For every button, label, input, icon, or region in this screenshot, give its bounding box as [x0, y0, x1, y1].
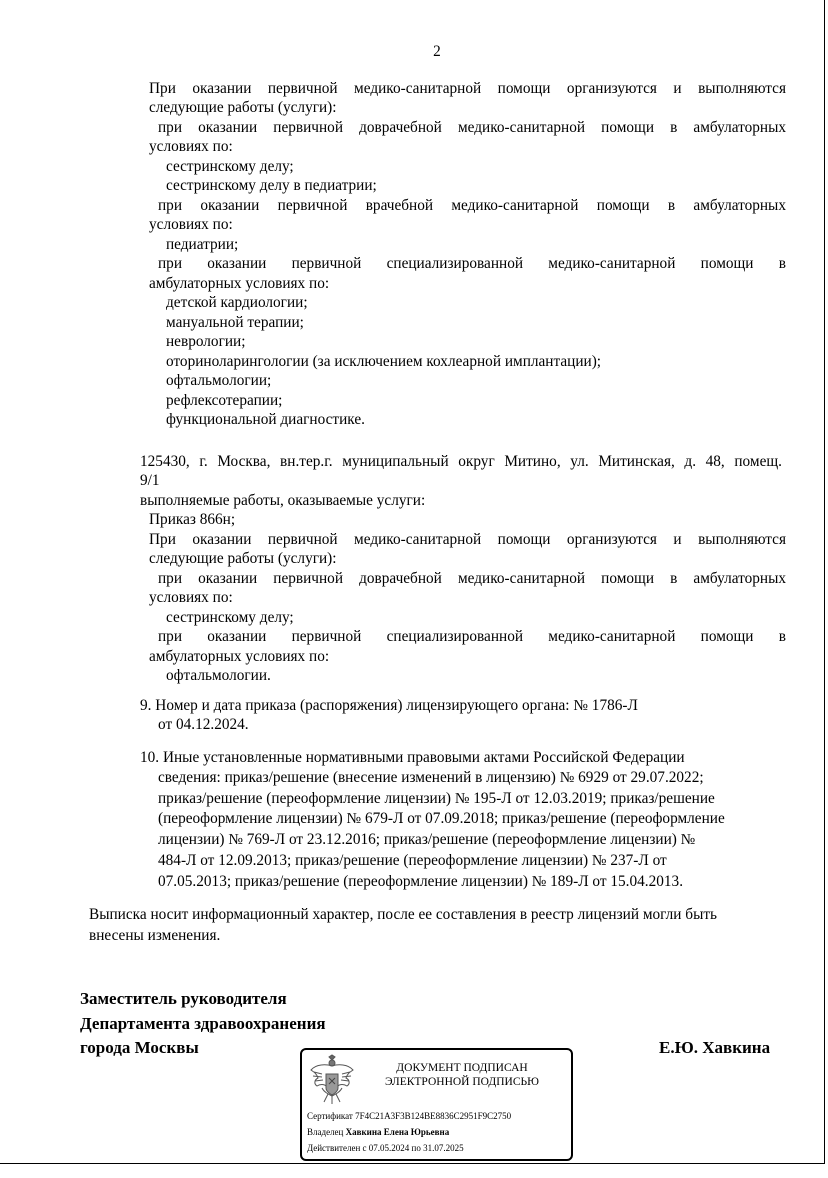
item-10: 07.05.2013; приказ/решение (переоформление лицензии) № 189-Л от 15.04.2013. — [158, 873, 684, 890]
list-item: рефлексотерапии; — [166, 392, 283, 409]
stamp-owner: Владелец Хавкина Елена Юрьевна — [307, 1127, 450, 1137]
list-item: функциональной диагностике. — [166, 411, 365, 428]
list-item: офтальмологии. — [166, 667, 271, 684]
text-line: следующие работы (услуги): — [149, 550, 337, 567]
text-line: при оказании первичной доврачебной медико-санитарной помощи в амбулаторных — [158, 570, 786, 587]
signatory-title: города Москвы — [80, 1038, 199, 1057]
e-signature-stamp — [300, 1048, 573, 1161]
list-item: неврологии; — [166, 333, 246, 350]
address-line: 125430, г. Москва, вн.тер.г. муниципальный округ Митино, ул. Митинская, д. 48, помещ. — [140, 453, 782, 470]
stamp-validity: Действителен с 07.05.2024 по 31.07.2025 — [307, 1143, 464, 1153]
item-9: 9. Номер и дата приказа (распоряжения) лицензирующего органа: № 1786-Л — [140, 697, 638, 714]
text-line: выполняемые работы, оказываемые услуги: — [140, 492, 426, 509]
text-line: при оказании первичной специализированной медико-санитарной помощи в — [158, 628, 786, 645]
page-border — [824, 0, 825, 1164]
item-9: от 04.12.2024. — [158, 716, 249, 733]
stamp-title: ДОКУМЕНТ ПОДПИСАН ЭЛЕКТРОННОЙ ПОДПИСЬЮ — [385, 1062, 539, 1088]
list-item: сестринскому делу; — [166, 609, 294, 626]
list-item: офтальмологии; — [166, 372, 272, 389]
text-line: условиях по: — [149, 589, 233, 606]
page-number: 2 — [433, 43, 441, 60]
signatory-title: Департамента здравоохранения — [80, 1014, 326, 1033]
list-item: педиатрии; — [166, 236, 239, 253]
text-line: амбулаторных условиях по: — [149, 275, 330, 292]
note-text: внесены изменения. — [89, 927, 221, 944]
note-text: Выписка носит информационный характер, после ее составления в реестр лицензий могли быть — [89, 906, 718, 923]
text-line: следующие работы (услуги): — [149, 99, 337, 116]
list-item: оториноларингологии (за исключением кохлеарной имплантации); — [166, 353, 602, 370]
list-item: мануальной терапии; — [166, 314, 304, 331]
item-10: сведения: приказ/решение (внесение изменений в лицензию) № 6929 от 29.07.2022; — [158, 769, 704, 786]
signatory-name: Е.Ю. Хавкина — [659, 1038, 771, 1057]
item-10: приказ/решение (переоформление лицензии) № 195-Л от 12.03.2019; приказ/решение — [158, 790, 715, 807]
list-item: сестринскому делу; — [166, 158, 294, 175]
item-10: (переоформление лицензии) № 679-Л от 07.09.2018; приказ/решение (переоформление — [158, 810, 725, 827]
signatory-title: Заместитель руководителя — [80, 989, 287, 1008]
stamp-certificate: Сертификат 7F4C21A3F3B124BE8836C2951F9C2750 — [307, 1111, 512, 1121]
text-line: При оказании первичной медико-санитарной помощи организуются и выполняются — [149, 531, 786, 548]
text-line: Приказ 866н; — [149, 511, 236, 528]
item-10: 10. Иные установленные нормативными правовыми актами Российской Федерации — [140, 749, 685, 766]
address-line: 9/1 — [140, 472, 160, 489]
text-line: При оказании первичной медико-санитарной помощи организуются и выполняются — [149, 80, 786, 97]
coat-of-arms-icon — [308, 1054, 356, 1106]
list-item: детской кардиологии; — [166, 294, 308, 311]
text-line: условиях по: — [149, 216, 233, 233]
list-item: сестринскому делу в педиатрии; — [166, 177, 377, 194]
text-line: при оказании первичной специализированной медико-санитарной помощи в — [158, 255, 786, 272]
item-10: 484-Л от 12.09.2013; приказ/решение (переоформление лицензии) № 237-Л от — [158, 852, 667, 869]
item-10: лицензии) № 769-Л от 23.12.2016; приказ/решение (переоформление лицензии) № — [158, 831, 696, 848]
text-line: при оказании первичной врачебной медико-санитарной помощи в амбулаторных — [158, 197, 786, 214]
page-border — [0, 1163, 825, 1164]
text-line: амбулаторных условиях по: — [149, 648, 330, 665]
text-line: условиях по: — [149, 138, 233, 155]
text-line: при оказании первичной доврачебной медико-санитарной помощи в амбулаторных — [158, 119, 786, 136]
